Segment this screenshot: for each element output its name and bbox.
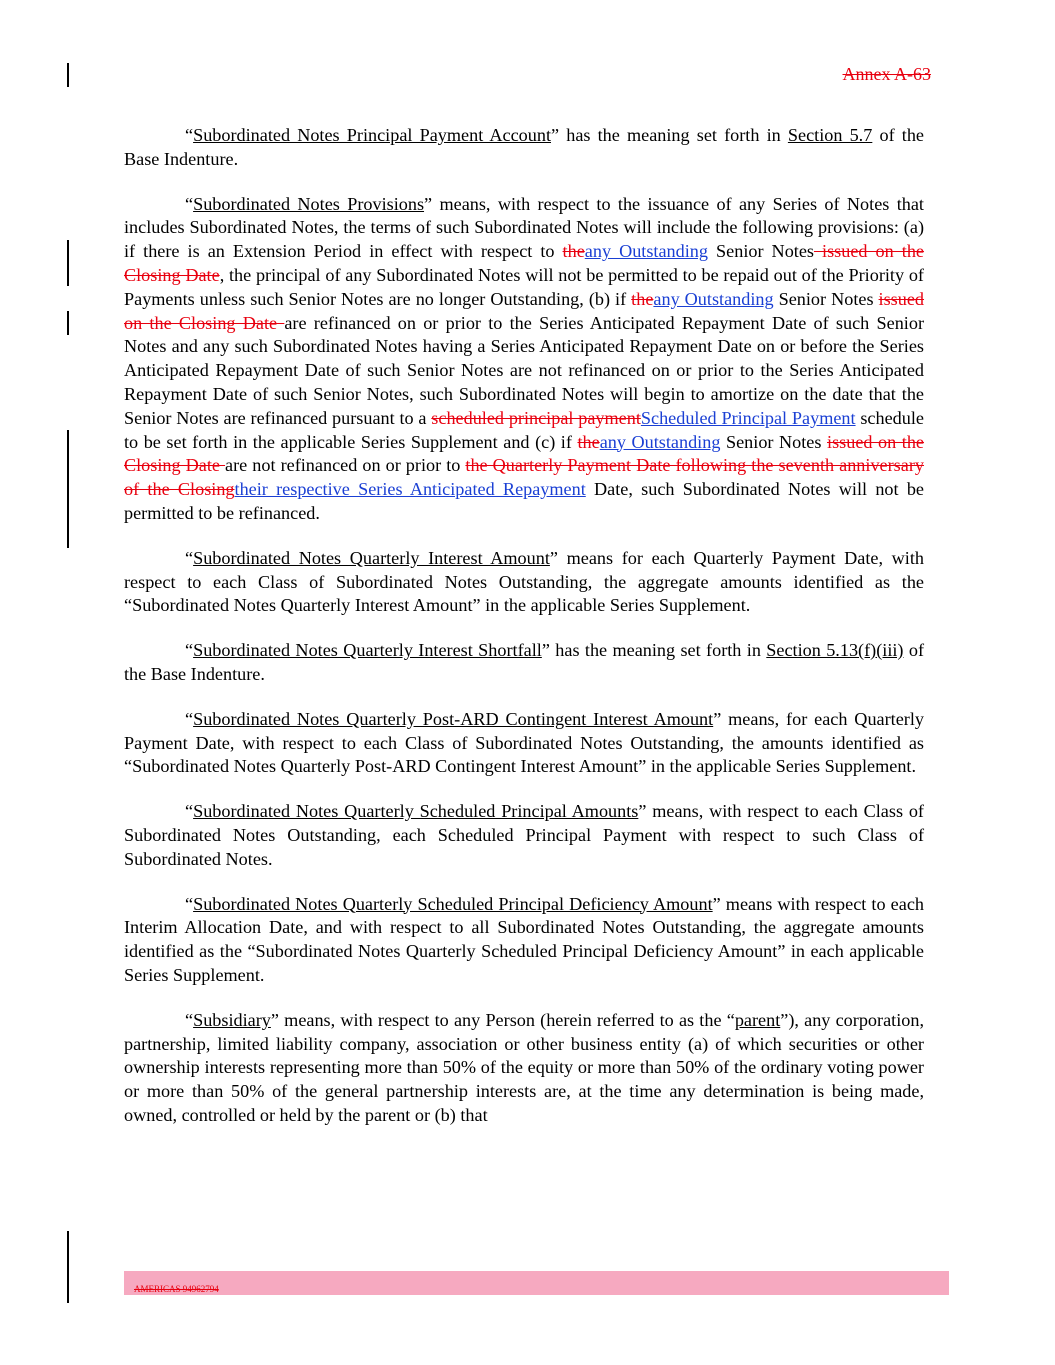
footer-band [124,1271,949,1295]
change-bar [67,240,69,286]
inserted-text: any Outstanding [584,241,708,262]
defined-term: Subordinated Notes Provisions [193,193,425,214]
defined-term: Subordinated Notes Quarterly Scheduled Principal Deficiency Amount [193,893,713,914]
deleted-text: scheduled principal payment [431,407,641,428]
defined-term: Subordinated Notes Quarterly Interest Shortfall [193,640,542,661]
defined-term: Subordinated Notes Principal Payment Account [193,125,551,145]
defined-term: Subordinated Notes Quarterly Post-ARD Contingent Interest Amount [193,708,714,729]
deleted-text: issued on the Closing Date [124,241,924,285]
document-id: AMERICAS 94962794 [134,1284,219,1294]
defined-term-parent: parent [734,1009,781,1030]
section-reference: Section 5.7 [787,125,873,145]
definition-paragraph: “Subordinated Notes Quarterly Interest Shortfall” has the meaning set forth in Section 5.13(f)(iii) of the Base Indenture. [124,640,925,684]
document-body [124,124,924,1149]
change-bar [67,1231,69,1303]
definition-paragraph: “Subordinated Notes Quarterly Interest Amount” means for each Quarterly Payment Date, with respect to each Class of Subordinated Notes Outstanding, the aggregate amounts identified as the “Subordinated Notes Quarterly Interest Amount” in the applicable Series Supplement. [124,547,924,616]
section-reference: Section 5.13(f)(iii) [766,640,904,661]
definition-paragraph: “Subordinated Notes Quarterly Scheduled Principal Deficiency Amount” means with respect to each Interim Allocation Date, and with respect to all Subordinated Notes Outstanding, the aggregate amounts identified as the “Subordinated Notes Quarterly Scheduled Principal Deficiency Amount” in each applicable Series Supplement. [124,893,924,985]
definition-paragraph: “Subordinated Notes Quarterly Post-ARD Contingent Interest Amount” means, for each Quarterly Payment Date, with respect to each Class of Subordinated Notes Outstanding, the amounts identified as “Subordinated Notes Quarterly Post-ARD Contingent Interest Amount” in the applicable Series Supplement. [124,708,924,777]
defined-term: Subsidiary [193,1009,271,1030]
definition-paragraph: “Subordinated Notes Quarterly Scheduled Principal Amounts” means, with respect to each Class of Subordinated Notes Outstanding, each Scheduled Principal Payment with respect to such Class of Subordinated Notes. [124,801,924,869]
deleted-text: the Quarterly Payment Date following the seventh anniversary of the Closing [124,455,924,500]
inserted-text: their respective Series Anticipated Repayment [234,479,586,500]
change-bar [67,430,69,548]
deleted-text: the [577,431,600,452]
inserted-text: any Outstanding [599,431,721,452]
definition-paragraph: “Subordinated Notes Principal Payment Account” has the meaning set forth in Section 5.7 of the Base Indenture. [124,125,924,169]
deleted-text: issued on the Closing Date [124,288,925,333]
deleted-text: the [631,288,654,309]
inserted-text: any Outstanding [653,288,774,309]
change-bar [67,311,69,335]
annex-page-number: Annex A-63 [842,64,931,84]
definition-paragraph: “Subsidiary” means, with respect to any Person (herein referred to as the “parent”), any corporation, partnership, limited liability company, association or other business entity (a) of which securities or other ownership interests representing more than 50% of the equity or more than 50% of the ordinary voting power or more than 50% of the general partnership interests are, at the time any determination is being made, owned, controlled or held by the parent or (b) that [124,1009,924,1125]
change-bar [67,63,69,87]
inserted-text: Scheduled Principal Payment [640,407,856,428]
defined-term: Subordinated Notes Quarterly Scheduled Principal Amounts [193,801,639,822]
definition-paragraph: “Subordinated Notes Provisions” means, with respect to the issuance of any Series of Notes that includes Subordinated Notes, the terms of such Subordinated Notes will include the following provisions: (a) if there is an Extension Period in effect with respect to theany Outstanding Senior Notes issued on the Closing Date, the principal of any Subordinated Notes will not be permitted to be repaid out of the Priority of Payments unless such Senior Notes are no longer Outstanding, (b) if theany Outstanding Senior Notes issued on the Closing Date are refinanced on or prior to the Series Anticipated Repayment Date of such Senior Notes and any such Subordinated Notes having a Series Anticipated Repayment Date on or before the Series Anticipated Repayment Date of such Senior Notes are not refinanced on or prior to the Series Anticipated Repayment Date of such Senior Notes, such Subordinated Notes will begin to amortize on the date that the Senior Notes are refinanced pursuant to a scheduled principal paymentScheduled Principal Payment schedule to be set forth in the applicable Series Supplement and (c) if theany Outstanding Senior Notes issued on the Closing Date are not refinanced on or prior to the Quarterly Payment Date following the seventh anniversary of the Closingtheir respective Series Anticipated Repayment Date, such Subordinated Notes will not be permitted to be refinanced. [124,193,925,523]
deleted-text: the [562,241,585,262]
deleted-text: issued on the Closing Date [124,431,924,476]
defined-term: Subordinated Notes Quarterly Interest Amount [193,547,550,568]
